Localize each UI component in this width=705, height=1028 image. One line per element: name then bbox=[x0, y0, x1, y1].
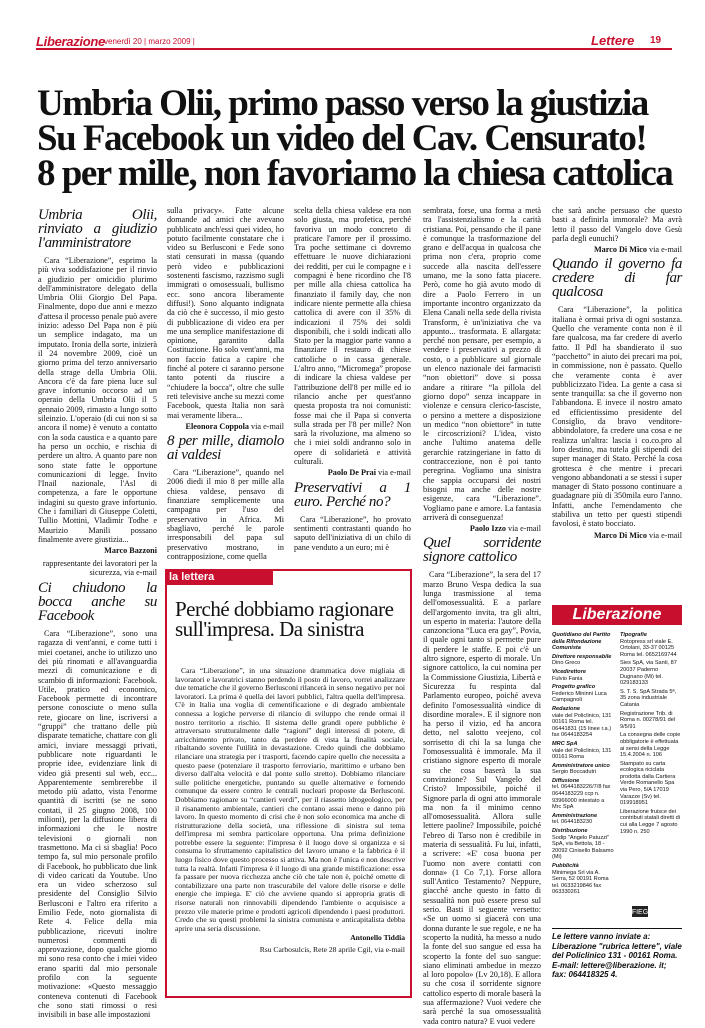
column-3 bbox=[294, 206, 411, 554]
colophon-label: Diffusione bbox=[552, 777, 580, 784]
colophon-label: Redazione bbox=[552, 705, 580, 712]
column-2 bbox=[167, 206, 284, 563]
colophon-text: Sies SpA, via Santi, 87 20037 Paderno Dugnano (Mi) tel. 029183133 bbox=[620, 660, 677, 687]
colophon-entry bbox=[620, 711, 682, 731]
letter-body: sembrata, forse, una forma a metà tra l'assistenzialismo e la carità cristiana. Poi, pensando che il pane è comunque la trasformazione del grano e dell'acqua in qualcosa che prima non c'era, proprio come succede alla nascita dell'essere umano, me la sono fatta piacere. Però, come ho già avuto modo di dire a Paolo Ferrero in un importante incontro organizzato da Elena Canali nella sede della rivista Transform, è un'iniziativa che va appunto... trasformata. E allargata: perché non pensare, per esempio, a vendere i preservativi a prezzo di costo, o a pubblicare sul giornale un elenco nazionale dei farmacisti “non obiettori” dove si possa andare a ritirare “la pillola del giorno dopo” senza incappare in violenze e censura clerico-fasciste, o persino a mettere a disposizione un medico “non obiettore” in tutte le circoscrizioni? L'idea, visto anche l'ultimo anatema delle gerarchie ratzingeriane in fatto di contraccezione, non è poi tanto peregrina. Vogliamo una sinistra che sappia occuparsi dei nostri bisogni ma anche delle nostre esigenze, cara “Liberazione”. Vogliamo pane e amore. La fantasia arriverà di conseguenza! bbox=[423, 206, 541, 522]
colophon-entry bbox=[552, 654, 614, 667]
colophon-entry bbox=[620, 632, 682, 658]
letter-title: Quel sorridente signore cattolico bbox=[423, 535, 541, 566]
letter-signature bbox=[423, 524, 541, 533]
signature-name: Marco Di Mico bbox=[593, 530, 647, 540]
headline-3: 8 per mille, non favoriamo la chiesa cattolica bbox=[37, 153, 673, 194]
colophon-entry bbox=[620, 689, 682, 709]
column-1 bbox=[38, 206, 157, 1022]
colophon-entry bbox=[552, 741, 614, 761]
featured-letter-signature-role: Rsu Carbosulcis, Rete 28 aprile Cgil, via e-mail bbox=[259, 945, 405, 954]
colophon-label: Tipografie bbox=[620, 632, 647, 638]
letter-title: Preservativi a 1 euro. Perché no? bbox=[294, 479, 411, 510]
letter-body: Cara “Liberazione”, la politica italiana è ormai priva di ogni sostanza. Quello che veramente conta non è il fare qualcosa, ma far credere di averlo fatto. Il Pdl ha sbandierato il suo “pacchetto” in aiuto dei precari ma poi, in commissione, non è passato. Quello che veramente conta è aver pubblicizzato l'idea. La gente a casa si sente tranquilla: sa che il governo non l'abbandona. E invece il nostro amato ed efficientissimo presidente del Consiglio, da bravo venditore-abbindolatore, fa credere una cosa e ne realizza un'altra: lascia i co.co.pro al loro destino, ma tutela gli stipendi dei super manager di Stato. Perché la cosa grottesca è che mentre i precari vengono abbandonati a se stessi i super manager di Stato possono continuare a guadagnare più di 350mila euro l'anno. Infatti, anche l'emendamento che stabiliva un tetto per questi stipendi favolosi, è stato bocciato. bbox=[552, 305, 682, 529]
colophon-text: viale del Policlinico, 131 00161 Roma bbox=[552, 747, 612, 761]
letter-title: Umbria Olii, rinviato a giudizio l'amministratore bbox=[38, 207, 157, 251]
letter-body: Cara “Liberazione”, sono una ragazza di vent'anni, e come tutti i miei coetanei, anche io utilizzo uno dei più rinomati e all'avanguardia mezzi di comunicazione e di scambio di informazioni: Facebook. Utile, pratico ed economico, Facebook permette di incontrare persone conosciute o meno sulla rete, giocare on line, iscriversi a “gruppi” che trattano delle più disparate tematiche, chattare con gli amici, inviare messaggi privati, pubblicare note riguardanti le proprie idee, evidenziare link di video già presenti sul web, ecc... Apparentemente sembrerebbe il metodo più adatto, vista l'enorme quantità di iscritti (se ne sono contati, il 25 giugno 2008, 100 milioni), per la diffusione libera di informazioni che le nostre televisioni o giornali non trasmettono. Ma ci si sbaglia! Poco tempo fa, sul mio personale profilo di Facebook, ho pubblicato due link di video caricati da Youtube. Uno era un video scherzoso sul presidente del Consiglio Silvio Berlusconi e l'altro era riferito a Emilio Fede, noto giornalista di Rete 4. Felice della mia pubblicazione, ricevuti inoltre numerosi commenti di approvazione, dopo qualche giorno mi sono resa conto che i miei video erano spariti dal mio personale profilo con la seguente motivazione: «Questo messaggio conteneva contenuti di Facebook che sono stati rimossi o resi invisibili in base alle impostazioni bbox=[38, 629, 157, 1020]
featured-letter-body: Cara “Liberazione”, in una situazione drammatica dove migliaia di lavoratori e lavoratrici stanno perdendo il posto di lavoro, vorrei analizzare due tematiche che il governo Berlusconi rilancerà in senso negativo per noi lavoratori. La prima è quella dei lavori pubblici, l'altra quella dell'impresa. C'è in Italia una voglia di cementificazione e di degrado ambientale connessa a logiche perverse di rilancio di sviluppo che rende ormai il nostro territorio a rischio. Il sistema delle grandi opere pubbliche è attraversato strutturalmente dalle “ragioni” degli interessi di potere, di arricchimento privato, tanto da perdere di vista la finalità sociale, ribaltando sovente l'utilità in devastazione. Credo quindi che dobbiamo rilanciare una strategia per i trasporti, facendo capire quello che necessita a questo paese (potenziare il trasporto ferroviario, marittimo e urbano ben diverso dall'alta velocità e dal ponte sullo stretto). Dobbiamo rilanciare sulle politiche energetiche, puntando su quelle alternative e fornendo comunque da essere contro le centrali nucleari proposte da Berlusconi. Dobbiamo ragionare su “cantieri verdi”, per il riassetto idrogeologico, per il risanamento ambientale, cantieri che contano assai meno e danno più lavoro. In questo momento di crisi che è non solo economica ma anche di ristrutturazione della società, una riflessione di sinistra sul tema dell'impresa mi sembra particolare opportuna. Una prima definizione potrebbe essere la seguente: l'impresa è il luogo dove si organizza e si consuma lo sfruttamento capitalistico del lavoro umano e la fabbrica è il luogo fisico dove questo processo si attiva. Ma non è l'unica e non descrive tutta la realtà. Infatti l'impresa è il luogo di una grande mistificazione: essa fa passare per nuova ricchezza anche ciò che tale non è, poiché omette di contabilizzare una parte non trascurabile del valore delle risorse e delle energie che impiega. E' ciò che avviene quando si appropria gratis di risorse naturali non rinnovabili dipendendo l'ambiente o acquisisce a prezzo vile materie prime e prodotti agricoli dipendendo i paesi produttori. Credo che su questi problemi la sinistra comunista e anticapitalista debba aprire una seria discussione. bbox=[175, 666, 405, 933]
colophon-text: Federico Mininni Luca Campagnoli bbox=[552, 690, 607, 704]
colophon-label: Progetto grafico bbox=[552, 684, 596, 691]
colophon-text: La consegna delle copie obbligatorie è effettuata ai sensi della Legge 15.4.2004 n. 106 bbox=[620, 732, 681, 759]
headline-2: Su Facebook un video del Cav. Censurato! bbox=[37, 118, 647, 159]
letter-body: scelta della chiesa valdese era non solo giusta, ma profetica, perché favoriva un modo concreto di praticare l'amore per il prossimo. Tra poche settimane ci dovremo effettuare le nuove dichiarazioni dei redditi, per cui le compagne e i compagni è bene ricordino che l'8 per mille alla chiesa cattolica ha finanziato il family day, che non indicare niente permette alla chiesa cattolica di avere con il 35% di indicazioni il 75% dei soldi disponibili, che i soldi indicati allo Stato per la maggior parte vanno a finanziare il restauro di chiese cattoliche o in cassa generale. L'altro anno, “Micromega” propose di indicare la chiesa valdese per l'attribuzione dell'8 per mille ed io rilancio anche per quest'anno questa proposta tra noi comunisti: fosse mai che il Papa si converta sulla strada per l'8 per mille? Non sarà la rivoluzione, ma almeno so che i miei soldi andranno solo in opere di solidarietà e attività culturali. bbox=[294, 206, 411, 467]
colophon-entry bbox=[620, 809, 682, 835]
signature-via: via e-mail bbox=[646, 245, 682, 255]
colophon-entry bbox=[552, 828, 614, 861]
colophon-entry bbox=[552, 778, 614, 811]
headlines bbox=[37, 83, 677, 194]
colophon-text: Stampato su carta ecologica riciclata prodotta dalla Cartiera Verde Romanello Spa via Pero, 5/A 17019 Varazze (Sv) tel. 019918951 bbox=[620, 760, 676, 807]
signature-name: Paolo Izzo bbox=[469, 524, 506, 534]
letter-signature bbox=[552, 531, 682, 540]
signature-name: Marco Di Mico bbox=[593, 245, 647, 255]
colophon-text: Sergio Boccadutri bbox=[552, 769, 597, 776]
colophon-text: tel. 0644183230 bbox=[552, 819, 593, 826]
certification-icon bbox=[632, 906, 648, 917]
colophon-label: Pubblicità bbox=[552, 863, 579, 869]
colophon-entry bbox=[620, 761, 682, 807]
letter-signature bbox=[167, 422, 284, 431]
featured-letter-body-wrap bbox=[175, 667, 405, 959]
colophon-entry bbox=[552, 684, 614, 704]
colophon-text: Registrazione Trib. di Roma n. 00278/91 del 9/5/91 bbox=[620, 710, 676, 730]
colophon-text: Minimega Srl via A. Serra, 52 00191 Roma tel. 0633219846 fax 063330261 bbox=[552, 869, 609, 896]
letter-body: sulla privacy». Fatte alcune domande ad amici che avevano pubblicato anch'essi quei video, ho potuto facilmente constatare che i video su Berlusconi e Fede sono stati censurati in massa (quando però video e pubblicazioni sostenenti fascismo, razzismo sugli immigrati o omosessuali, bullismo ecc. sono ancora liberamente diffusi!). Sono alquanto indignata da ciò che è successo, il mio gesto di pubblicazione di video era per me una semplice manifestazione di opinione, garantito dalla Costituzione. Ho solo vent'anni, ma non faccio fatica a capire che finché al potere ci saranno persone tanto potenti da riuscire a “chiudere la bocca”, oltre che sulle reti televisive anche su mezzi come Facebook, questa Italia non sarà mai veramente libera... bbox=[167, 206, 284, 420]
colophon-text: S. T. S. SpA Strada 5ª, 35 zona industriale Catania bbox=[620, 688, 677, 708]
colophon-text: Sodip "Angelo Patuzzi" SpA, via Bettola, 18 - 20092 Cinisello Balsamo (Mi) bbox=[552, 834, 614, 861]
signature-name: Paolo De Prai bbox=[327, 468, 376, 478]
colophon-entry bbox=[552, 863, 614, 896]
colophon-logo: Liberazione bbox=[552, 605, 682, 625]
colophon-entry bbox=[620, 732, 682, 758]
colophon-text: Dino Greco bbox=[552, 660, 581, 667]
letter-signature: Marco Bazzoni bbox=[104, 546, 157, 556]
signature-via: via e-mail bbox=[248, 421, 284, 431]
letter-signature-role: rappresentante dei lavoratori per la sicurezza, via e-mail bbox=[42, 558, 157, 577]
colophon-text: viale del Policlinico, 131 00161 Roma tel. 06441831 (15 linee r.a.) fax 0644183254 bbox=[552, 712, 612, 739]
colophon-entry bbox=[552, 632, 614, 652]
section-title: Lettere bbox=[591, 33, 635, 48]
issue-date: venerdì 20 | marzo 2009 | bbox=[104, 37, 195, 46]
colophon-entry bbox=[620, 660, 682, 686]
signature-via: via e-mail bbox=[375, 468, 411, 478]
colophon-label: Direttore responsabile bbox=[552, 653, 612, 660]
featured-letter-signature: Antonello Tiddia bbox=[350, 933, 405, 943]
colophon-left bbox=[552, 632, 614, 898]
letter-body: che sarà anche persuaso che questo basti a definirla immorale? Ma avrà letto il passo del Vangelo dove Gesù parla degli eunuchi? bbox=[552, 206, 682, 243]
colophon-label: Amministrazione bbox=[552, 812, 598, 819]
column-5 bbox=[552, 206, 682, 543]
colophon-text: Liberazione fruisce dei contributi statali diretti di cui alla Legge 7 agosto 1990 n. 250 bbox=[620, 808, 681, 835]
colophon-entry bbox=[552, 763, 614, 776]
colophon-label: Amministratore unico bbox=[552, 762, 610, 769]
column-4 bbox=[423, 206, 541, 1028]
colophon-right bbox=[620, 632, 682, 837]
signature-name: Eleonora Coppola bbox=[185, 421, 249, 431]
colophon-label: Distribuzione bbox=[552, 828, 588, 835]
featured-letter-box bbox=[165, 569, 412, 998]
headline-1: Umbria Olii, primo passo verso la giustizia bbox=[37, 83, 648, 124]
colophon-label: MRC SpA bbox=[552, 740, 578, 747]
letter-body: Cara “Liberazione”, quando nel 2006 diedi il mio 8 per mille alla chiesa valdese, pensavo di finanziare semplicemente una campagna per l'uso del preservativo in Africa. Mi sbagliavo, perché le parole irresponsabili del papa sul preservativo mostrano, in contrapposizione, come quella bbox=[167, 468, 284, 561]
page-number: 19 bbox=[650, 35, 662, 46]
masthead-logo: Liberazione bbox=[36, 34, 105, 49]
signature-via: via e-mail bbox=[505, 524, 541, 534]
letter-title: Ci chiudono la bocca anche su Facebook bbox=[38, 580, 157, 625]
letters-submission-info: Le lettere vanno inviate a: Liberazione "rubrica lettere", viale del Policlinico 131 - 00161 Roma. E-mail: lettere@liberazione. it; fax: 064418325 4. bbox=[552, 928, 682, 980]
colophon-entry bbox=[552, 669, 614, 682]
colophon-label: Vicedirettore bbox=[552, 668, 586, 675]
colophon-label: Quotidiano del Partito della Rifondazione Comunista bbox=[552, 632, 611, 652]
featured-letter-title: Perché dobbiamo ragionare sull'impresa. Da sinistra bbox=[175, 597, 394, 641]
letter-signature bbox=[552, 245, 682, 254]
letter-title: Quando il governo fa credere di far qualcosa bbox=[552, 256, 682, 301]
svg-text:FIEG: FIEG bbox=[632, 909, 648, 916]
letter-title: 8 per mille, diamolo ai valdesi bbox=[167, 433, 284, 464]
featured-letter-tag: la lettera bbox=[165, 569, 273, 585]
colophon-entry bbox=[552, 813, 614, 826]
letter-body: Cara “Liberazione”, la sera del 17 marzo Bruno Vespa dedica la sua lunga trasmissione al tema dell'omosessualità. E a parlare dell'argomento invita, tra gli altri, un esperto in materia: l'autore della canzonciona “Luca era gay”, Povia, il quale ogni tanto si permette pure di perdere le staffe. E poi c'è un altro signore, esperto di morale. Un signore cattolico, la cui nomina per la Commissione Giustizia, Libertà e Sicurezza fu respinta dal Parlamento europeo, poiché aveva definito l'omosessualità «indice di disordine morale». E il signore non ha perso il vizio, ed ha ancora detto, nel salotto veejeno, col sorrisetto di chi la sa lunga che l'omosessualità è immorale. Ma il cristiano signore esperto di morale su che cosa baserà la sua convinzione? Sul Vangelo del Cristo? Impossibile, poiché il Signore parla di ogni atto immorale ma non fa il minimo cenno all'omosessualità. Allora sulle lettere paoline? Impossibile, poiché l'ebreo di Tarso non è credibile in materia di sessualità. Fu lui, infatti, a scrivere: «E' cosa buona per l'uomo non avere contatti con donna» (1 Co 7,1). Forse allora sull'Antico Testamento? Neppure, giacché anche questo in fatto di sessualità non può essere preso sul serio. Basti il seguente versetto: «Se un uomo si giacerà con una donna durante le sue regole, e ne ha scoperto la nudità, ha messo a nudo la fonte del suo sangue ed essa ha scoperto la fonte del suo sangue: siano eliminati ambedue in mezzo al loro popolo» (Lv 20,18). E allora su che cosa il sorridente signore cattolico esperto di morale baserà la sua affermazione? Vuoi vedere che sarà perché la sua omosessualità vada contro natura? E vuoi vedere bbox=[423, 570, 542, 1026]
colophon-text: Rotopress srl viale E. Ortolani, 33-37 00125 Roma tel. 0652169744 bbox=[620, 638, 677, 658]
colophon-text: Fulvio Fania bbox=[552, 675, 583, 682]
colophon-entry bbox=[552, 706, 614, 739]
letter-signature bbox=[294, 468, 411, 477]
letter-body: Cara “Liberazione”, esprimo la più viva soddisfazione per il rinvio a giudizio per omicidio plurimo dell'amministratore delegato della Umbria Olii Giorgio Del Papa. Finalmente, dopo due anni e mezzo d'attesa il processo penale può avere inizio: adesso Del Papa non è più un semplice indagato, ma un imputato. Ironia della sorte, inizierà il 24 novembre 2009, cioè un giorno prima del terzo anniversario della strage della Umbria Olii. Ancora c'è da fare piena luce sul grave infortunio occorso ad un operaio della Umbria Olii il 5 gennaio 2009, rimasto a lungo sotto sileinzio. L'operaio (di cui non si sa ancora il nome) è venuto a contatto con la soda caustica e a quanto pare ha perso un occhio, e rischia di perdere un altro. A quanto pare non sono state fatte le opportune comunicazioni di legge. Invito l'Inail nazionale, l'Asl di competenza, a fare le opportune indagini su questo grave infortunio. Che i familiari di Giuseppe Coletti, Tullio Mottini, Vladimir Todhe e Maurizio Manili possano finalmente avere giustizia... bbox=[38, 256, 158, 544]
letter-body: Cara “Liberazione”, ho provato sentimenti contrastanti quando ho saputo dell'iniziativa di un chilo di pane venduto a un euro; mi è bbox=[294, 514, 411, 552]
signature-via: via e-mail bbox=[646, 530, 682, 540]
colophon-text: tel. 0644183226/7/8 fax 0644183229 ccp n. 93966000 intestato a Mrc SpA bbox=[552, 784, 611, 811]
